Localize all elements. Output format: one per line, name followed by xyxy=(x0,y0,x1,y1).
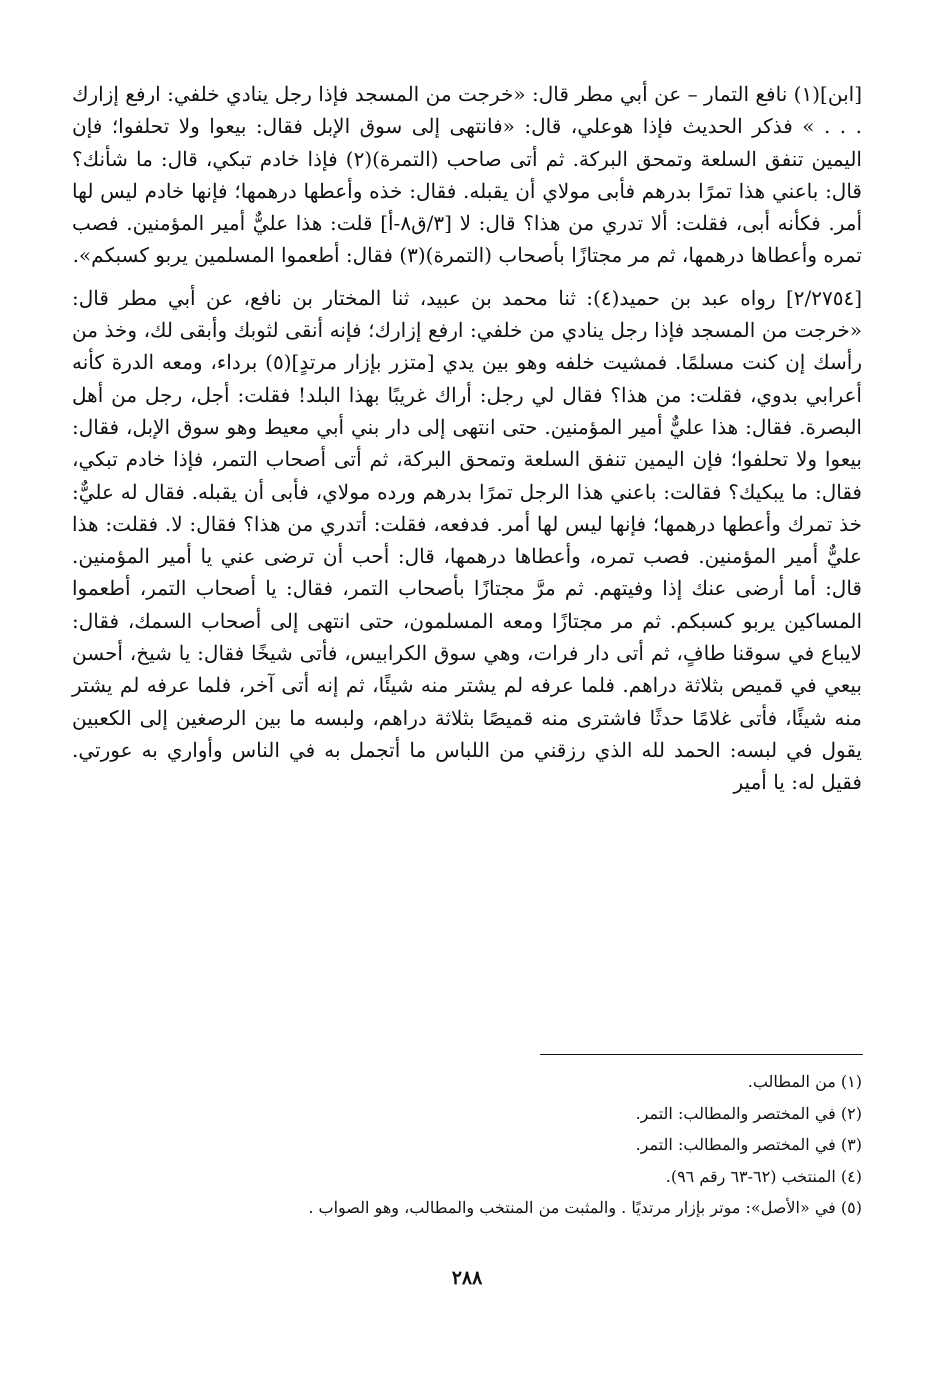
footnote-1: (١) من المطالب. xyxy=(747,1072,862,1091)
footnote-3: (٣) في المختصر والمطالب: التمر. xyxy=(635,1135,862,1154)
footnote-4: (٤) المنتخب (٦٢-٦٣ رقم ٩٦). xyxy=(665,1166,862,1186)
footnote-5: (٥) في «الأصل»: موتر بإزار مرتديًا . والمثبت من المنتخب والمطالب، وهو الصواب . xyxy=(308,1198,862,1217)
main-text xyxy=(72,78,862,799)
footnotes xyxy=(72,1066,862,1224)
footnote-separator xyxy=(540,1054,863,1055)
footnote-2: (٢) في المختصر والمطالب: التمر. xyxy=(635,1103,862,1123)
body-paragraph-2: [٢/٢٧٥٤] رواه عبد بن حميد(٤): ثنا محمد بن عبيد، ثنا المختار بن نافع، عن أبي مطر قال: «خرجت من المسجد فإذا رجل ينادي من خلفي: ارفع إزارك؛ فإنه أنقى لثوبك وأبقى لك، وخذ من رأسك إن كنت مسلمًا. فمشيت خلفه وهو بين يدي [متزر بإزار مرتدٍ](٥) برداء، ومعه الدرة كأنه أعرابي بدوي، فقلت: من هذا؟ فقال لي رجل: أراك غريبًا بهذا البلد! فقلت: أجل، رجل من أهل البصرة. فقال: هذا عليٌّ أمير المؤمنين. حتى انتهى إلى دار بني أبي معيط وهو سوق الإبل، فقال: بيعوا ولا تحلفوا؛ فإن اليمين تنفق السلعة وتمحق البركة، ثم أتى أصحاب التمر، فإذا خادم تبكي، فقال: ما يبكيك؟ فقالت: باعني هذا الرجل تمرًا بدرهم ورده مولاي، فأبى أن يقبله. فقال له عليٌّ: خذ تمرك وأعطها درهمها؛ فإنها ليس لها أمر. فدفعه، فقلت: أتدري من هذا؟ فقال: لا. فقلت: هذا عليٌّ أمير المؤمنين. فصب تمره، وأعطاها درهمها، قال: أحب أن ترضى عني يا أمير المؤمنين. قال: أما أرضى عنك إذا وفيتهم. ثم مرَّ مجتازًا بأصحاب التمر، فقال: يا أصحاب التمر، أطعموا المساكين يربو كسبكم. ثم مر مجتازًا ومعه المسلمون، حتى انتهى إلى أصحاب السمك، فقال: لايباع في سوقنا طافٍ، ثم أتى دار فرات، وهي سوق الكرابيس، فأتى شيخًا فقال: يا شيخ، أحسن بيعي في قميص بثلاثة دراهم. فلما عرفه لم يشتر منه شيئًا، ثم إنه أتى آخر، فلما عرفه لم يشتر منه شيئًا، فأتى غلامًا حدثًا فاشترى منه قميصًا بثلاثة دراهم، ولبسه ما بين الرصغين إلى الكعبين يقول في لبسه: الحمد لله الذي رزقني من اللباس ما أتجمل به في الناس وأواري به عورتي. فقيل له: يا أمير xyxy=(72,285,863,795)
page-number: ٢٨٨ xyxy=(451,1267,483,1289)
body-paragraph-1: [ابن](١) نافع التمار – عن أبي مطر قال: «خرجت من المسجد فإذا رجل ينادي خلفي: ارفع إزارك . . . » فذكر الحديث فإذا هوعلي، قال: «فانتهى إلى سوق الإبل فقال: بيعوا ولا تحلفوا؛ فإن اليمين تنفق السلعة وتمحق البركة. ثم أتى صاحب (التمرة)(٢) فإذا خادم تبكي، قال: ما شأنك؟ قال: باعني هذا تمرًا بدرهم فأبى مولاي أن يقبله. فقال: خذه وأعطها درهمها؛ فإنها خادم ليس لها أمر. فكأنه أبى، فقلت: ألا تدري من هذا؟ قال: لا [٣/ق٨-أ] قلت: هذا عليٌّ أمير المؤمنين. فصب تمره وأعطاها درهمها، ثم مر مجتازًا بأصحاب (التمرة)(٣) فقال: أطعموا المسلمين يربو كسبكم». xyxy=(72,82,862,268)
